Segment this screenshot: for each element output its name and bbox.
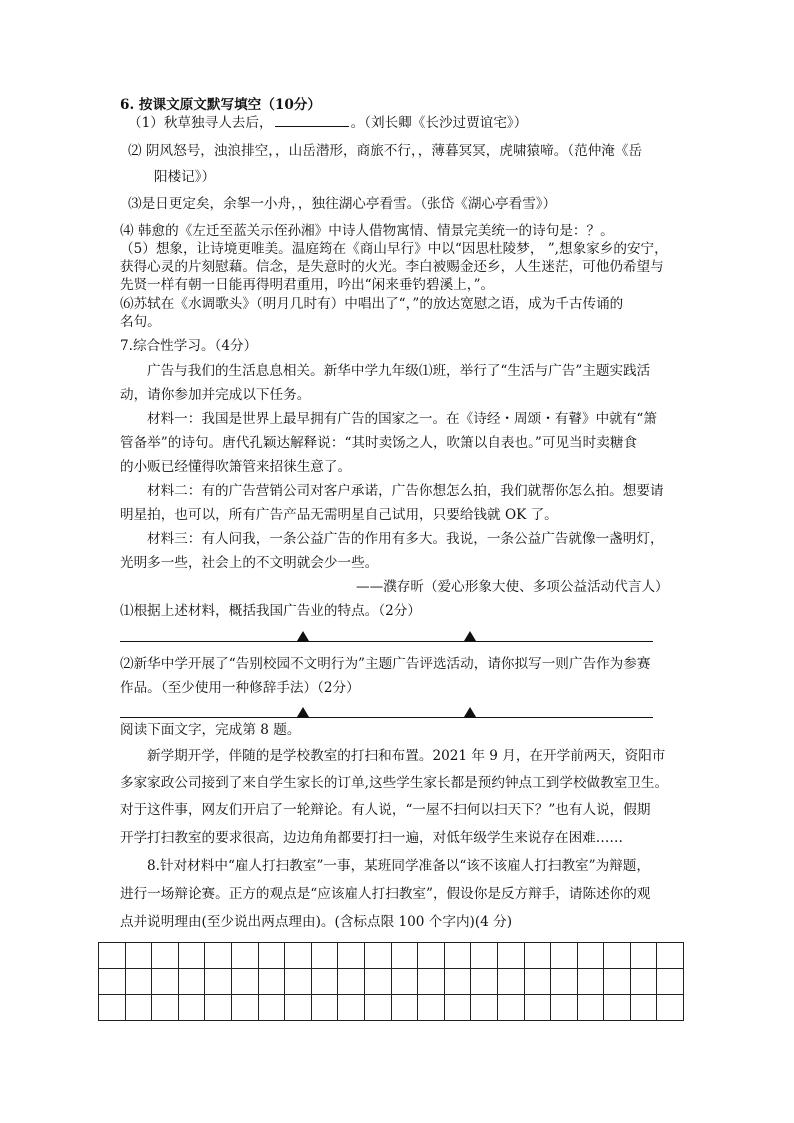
answer-grid-cell[interactable] (657, 943, 684, 969)
answer-grid-cell[interactable] (577, 943, 604, 969)
answer-grid-cell[interactable] (364, 943, 391, 969)
answer-grid-cell[interactable] (205, 995, 232, 1021)
q7-material3-signature: ——濮存昕（爱心形象大使、多项公益活动代言人） (356, 579, 669, 595)
answer-grid-row (99, 969, 684, 995)
q6-line1-a: （1）秋草独寻人去后， (128, 115, 273, 131)
answer-grid-cell[interactable] (99, 943, 126, 969)
answer-grid-cell[interactable] (524, 943, 551, 969)
q7-material2-b: 明星拍，也可以，所有广告产品无需明星自己试用，只要给钱就 OK 了。 (120, 507, 558, 523)
answer-grid-cell[interactable] (152, 995, 179, 1021)
answer-grid-cell[interactable] (391, 943, 418, 969)
q7-subquestion-1: ⑴根据上述材料，概括我国广告业的特点。（2分） (120, 603, 421, 619)
q7-material1-c: 的小贩已经懂得吹箫管来招徕生意了。 (120, 459, 352, 475)
answer-grid-cell[interactable] (205, 969, 232, 995)
triangle-marker-icon (297, 631, 309, 641)
q7-intro-2: 动，请你参加并完成以下任务。 (120, 387, 311, 403)
q8-line-1: 8.针对材料中“雇人打扫教室”一事，某班同学准备以“该不该雇人打扫教室”为辩题， (147, 858, 650, 874)
answer-grid-cell[interactable] (497, 943, 524, 969)
answer-grid-cell[interactable] (524, 969, 551, 995)
q6-title: 6. 按课文原文默写填空（10分） (120, 97, 321, 113)
q6-line6a: ⑹苏轼在《水调歌头》（明月几时有）中唱出了“，”的放达宽慰之语，成为千古传诵的 (120, 296, 624, 312)
answer-grid-cell[interactable] (99, 969, 126, 995)
answer-grid-cell[interactable] (630, 943, 657, 969)
reading-paragraph-1: 新学期开学，伴随的是学校教室的打扫和布置。2021 年 9 月，在开学前两天，资阳市 (147, 748, 666, 764)
q7-material2-a: 材料二：有的广告营销公司对客户承诺，广告你想怎么拍，我们就帮你怎么拍。想要请 (147, 483, 664, 499)
answer-grid-cell[interactable] (338, 995, 365, 1021)
q7-material1-b: 管备举”的诗句。唐代孔颖达解释说：“其时卖饧之人，吹箫以自表也。”可见当时卖糖食 (120, 435, 638, 451)
answer-grid-cell[interactable] (577, 995, 604, 1021)
answer-grid-cell[interactable] (338, 943, 365, 969)
q6-line5c: 先贤一样有朝一日能再得明君重用，吟出“闲来垂钓碧溪上，”。 (120, 277, 495, 293)
answer-grid-cell[interactable] (497, 969, 524, 995)
q6-line1 (128, 114, 527, 132)
answer-grid-cell[interactable] (231, 995, 258, 1021)
answer-grid-cell[interactable] (551, 995, 578, 1021)
reading-paragraph-2: 多家家政公司接到了来自学生家长的订单,这些学生家长都是预约钟点工到学校做教室卫生。 (120, 775, 669, 791)
reading-paragraph-4: 开学打扫教室的要求很高，边边角角都要打扫一遍，对低年级学生来说存在困难…… (120, 830, 623, 846)
answer-grid-cell[interactable] (125, 995, 152, 1021)
answer-grid-cell[interactable] (125, 943, 152, 969)
answer-grid-cell[interactable] (364, 995, 391, 1021)
answer-line-2[interactable] (120, 717, 653, 718)
q6-line5b: 获得心灵的片刻慰藉。信念，是失意时的火光。李白被赐金还乡，人生迷茫，可他仍希望与 (120, 259, 664, 275)
answer-grid-cell[interactable] (418, 995, 445, 1021)
answer-grid-cell[interactable] (444, 995, 471, 1021)
answer-grid-cell[interactable] (311, 995, 338, 1021)
answer-grid-cell[interactable] (99, 995, 126, 1021)
triangle-marker-icon (297, 707, 309, 717)
q6-line2a: ⑵ 阴风怒号，浊浪排空，，山岳潜形，商旅不行，，薄暮冥冥，虎啸猿啼。（范仲淹《岳 (128, 143, 643, 159)
answer-grid-cell[interactable] (471, 943, 498, 969)
answer-grid-cell[interactable] (471, 969, 498, 995)
answer-line-1[interactable] (120, 641, 653, 642)
q7-material3-a: 材料三：有人问我，一条公益广告的作用有多大。我说，一条公益广告就像一盏明灯， (147, 531, 664, 547)
answer-grid-cell[interactable] (497, 995, 524, 1021)
answer-grid-cell[interactable] (418, 969, 445, 995)
answer-grid-cell[interactable] (231, 943, 258, 969)
triangle-marker-icon (464, 631, 476, 641)
q7-intro-1: 广告与我们的生活息息相关。新华中学九年级⑴班，举行了“生活与广告”主题实践活 (147, 363, 651, 379)
answer-grid-cell[interactable] (604, 943, 631, 969)
answer-grid-cell[interactable] (364, 969, 391, 995)
q7-material3-b: 光明多一些，社会上的不文明就会少一些。 (120, 555, 379, 571)
answer-grid-cell[interactable] (657, 969, 684, 995)
answer-grid-cell[interactable] (471, 995, 498, 1021)
answer-grid-cell[interactable] (258, 943, 285, 969)
answer-grid-cell[interactable] (258, 969, 285, 995)
answer-grid-cell[interactable] (178, 943, 205, 969)
answer-grid-cell[interactable] (285, 995, 312, 1021)
answer-grid-row (99, 943, 684, 969)
answer-grid-cell[interactable] (604, 995, 631, 1021)
answer-grid-cell[interactable] (444, 943, 471, 969)
reading-paragraph-3: 对于这件事，网友们开启了一轮辩论。有人说，“一屋不扫何以扫天下？”也有人说，假期 (120, 802, 651, 818)
q6-line5a: （5）想象，让诗境更唯美。温庭筠在《商山早行》中以“因思杜陵梦， ”,想象家乡的安宁， (120, 241, 668, 257)
answer-grid-cell[interactable] (285, 969, 312, 995)
answer-grid-cell[interactable] (338, 969, 365, 995)
answer-grid-cell[interactable] (391, 995, 418, 1021)
q7-material1-a: 材料一：我国是世界上最早拥有广告的国家之一。在《诗经・周颂・有瞽》中就有“箫 (147, 411, 657, 427)
answer-grid-cell[interactable] (231, 969, 258, 995)
answer-grid-cell[interactable] (311, 969, 338, 995)
q8-line-3: 点并说明理由(至少说出两点理由)。(含标点限 100 个字内)(4 分) (120, 914, 513, 930)
answer-grid-cell[interactable] (152, 969, 179, 995)
answer-grid-cell[interactable] (178, 995, 205, 1021)
q7-subquestion-2b: 作品。（至少使用一种修辞手法）（2分） (120, 680, 360, 696)
q6-blank-1[interactable] (275, 114, 349, 127)
q6-line6b: 名句。 (120, 314, 161, 330)
answer-grid-cell[interactable] (630, 995, 657, 1021)
answer-grid-cell[interactable] (311, 943, 338, 969)
answer-grid-cell[interactable] (657, 995, 684, 1021)
q8-line-2: 进行一场辩论赛。正方的观点是“应该雇人打扫教室”，假设你是反方辩手，请陈述你的观 (120, 886, 651, 902)
q7-title: 7.综合性学习。（4分） (120, 338, 258, 354)
answer-grid-cell[interactable] (125, 969, 152, 995)
answer-grid-row (99, 995, 684, 1021)
q7-subquestion-2a: ⑵新华中学开展了“告别校园不文明行为”主题广告评选活动，请你拟写一则广告作为参赛 (120, 656, 651, 672)
answer-grid-cell[interactable] (285, 943, 312, 969)
answer-grid-cell[interactable] (524, 995, 551, 1021)
answer-grid-cell[interactable] (258, 995, 285, 1021)
answer-grid-cell[interactable] (551, 969, 578, 995)
answer-grid-cell[interactable] (604, 969, 631, 995)
answer-grid-cell[interactable] (577, 969, 604, 995)
answer-grid-cell[interactable] (205, 943, 232, 969)
q6-line3: ⑶是日更定矣，余挐一小舟，，独往湖心亭看雪。（张岱《湖心亭看雪》） (128, 196, 557, 212)
answer-grid[interactable] (98, 942, 684, 1021)
q6-line4: ⑷ 韩愈的《左迁至蓝关示侄孙湘》中诗人借物寓情、情景完美统一的诗句是：？。 (120, 223, 614, 239)
answer-grid-cell[interactable] (418, 943, 445, 969)
q6-line1-b: 。（刘长卿《长沙过贾谊宅》） (350, 115, 528, 131)
q6-line2b: 阳楼记》） (154, 169, 216, 185)
triangle-marker-icon (464, 707, 476, 717)
answer-grid-cell[interactable] (444, 969, 471, 995)
answer-grid-cell[interactable] (630, 969, 657, 995)
answer-grid-cell[interactable] (152, 943, 179, 969)
answer-grid-cell[interactable] (551, 943, 578, 969)
answer-grid-cell[interactable] (391, 969, 418, 995)
answer-grid-cell[interactable] (178, 969, 205, 995)
reading-instruction: 阅读下面文字，完成第 8 题。 (120, 722, 301, 738)
